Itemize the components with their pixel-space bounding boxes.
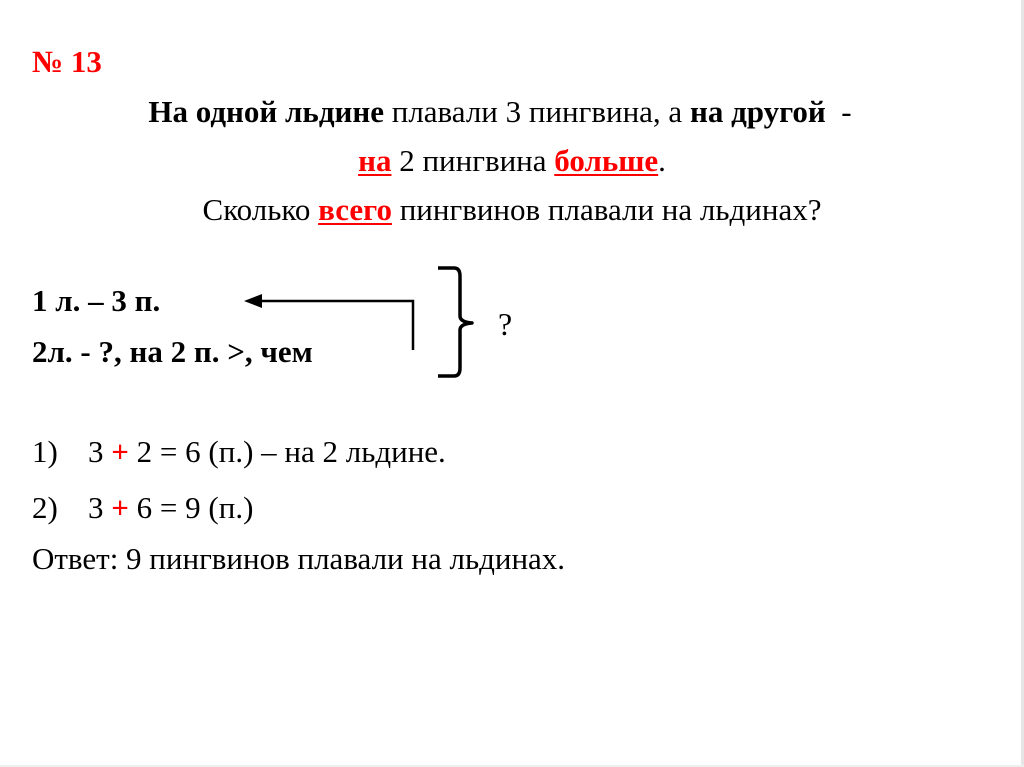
step-1-index: 1) bbox=[32, 434, 58, 469]
problem-line-2-text: 2 пингвина bbox=[391, 143, 555, 178]
step-1-rest: 2 = 6 (п.) – на 2 льдине. bbox=[128, 434, 446, 469]
step-2-rest: 6 = 9 (п.) bbox=[128, 490, 254, 525]
solution-step-1 bbox=[32, 434, 446, 470]
keyword-bolshe: больше bbox=[554, 143, 659, 178]
curly-brace-icon bbox=[438, 268, 472, 376]
comparison-arrow-line bbox=[252, 301, 413, 350]
solution-step-2 bbox=[32, 490, 253, 526]
arrow-head-icon bbox=[244, 294, 262, 308]
problem-line-1-dash: - bbox=[825, 94, 852, 129]
step-2-index: 2) bbox=[32, 490, 58, 525]
step-2-left-operand: 3 bbox=[88, 490, 112, 525]
keyword-na: на bbox=[358, 143, 392, 178]
problem-number: № 13 bbox=[32, 44, 102, 79]
problem-line-1-bold-a: На одной льдине bbox=[148, 94, 384, 129]
plus-sign-icon: + bbox=[111, 434, 129, 469]
keyword-vsego: всего bbox=[318, 192, 392, 227]
schema-question-mark: ? bbox=[498, 306, 513, 342]
answer-line: Ответ: 9 пингвинов плавали на льдинах. bbox=[32, 541, 566, 576]
problem-line-1-bold-b: на другой bbox=[689, 94, 826, 129]
problem-line-2-period: . bbox=[658, 143, 666, 178]
schema-line-2: 2л. - ?, на 2 п. >, чем bbox=[32, 334, 313, 369]
problem-line-3-end: пингвинов плавали на льдинах? bbox=[391, 192, 822, 227]
problem-line-3-start: Сколько bbox=[202, 192, 319, 227]
problem-line-1-text: плавали 3 пингвина, а bbox=[383, 94, 690, 129]
plus-sign-icon: + bbox=[111, 490, 129, 525]
schema-line-1: 1 л. – 3 п. bbox=[32, 283, 161, 318]
step-1-left-operand: 3 bbox=[88, 434, 112, 469]
